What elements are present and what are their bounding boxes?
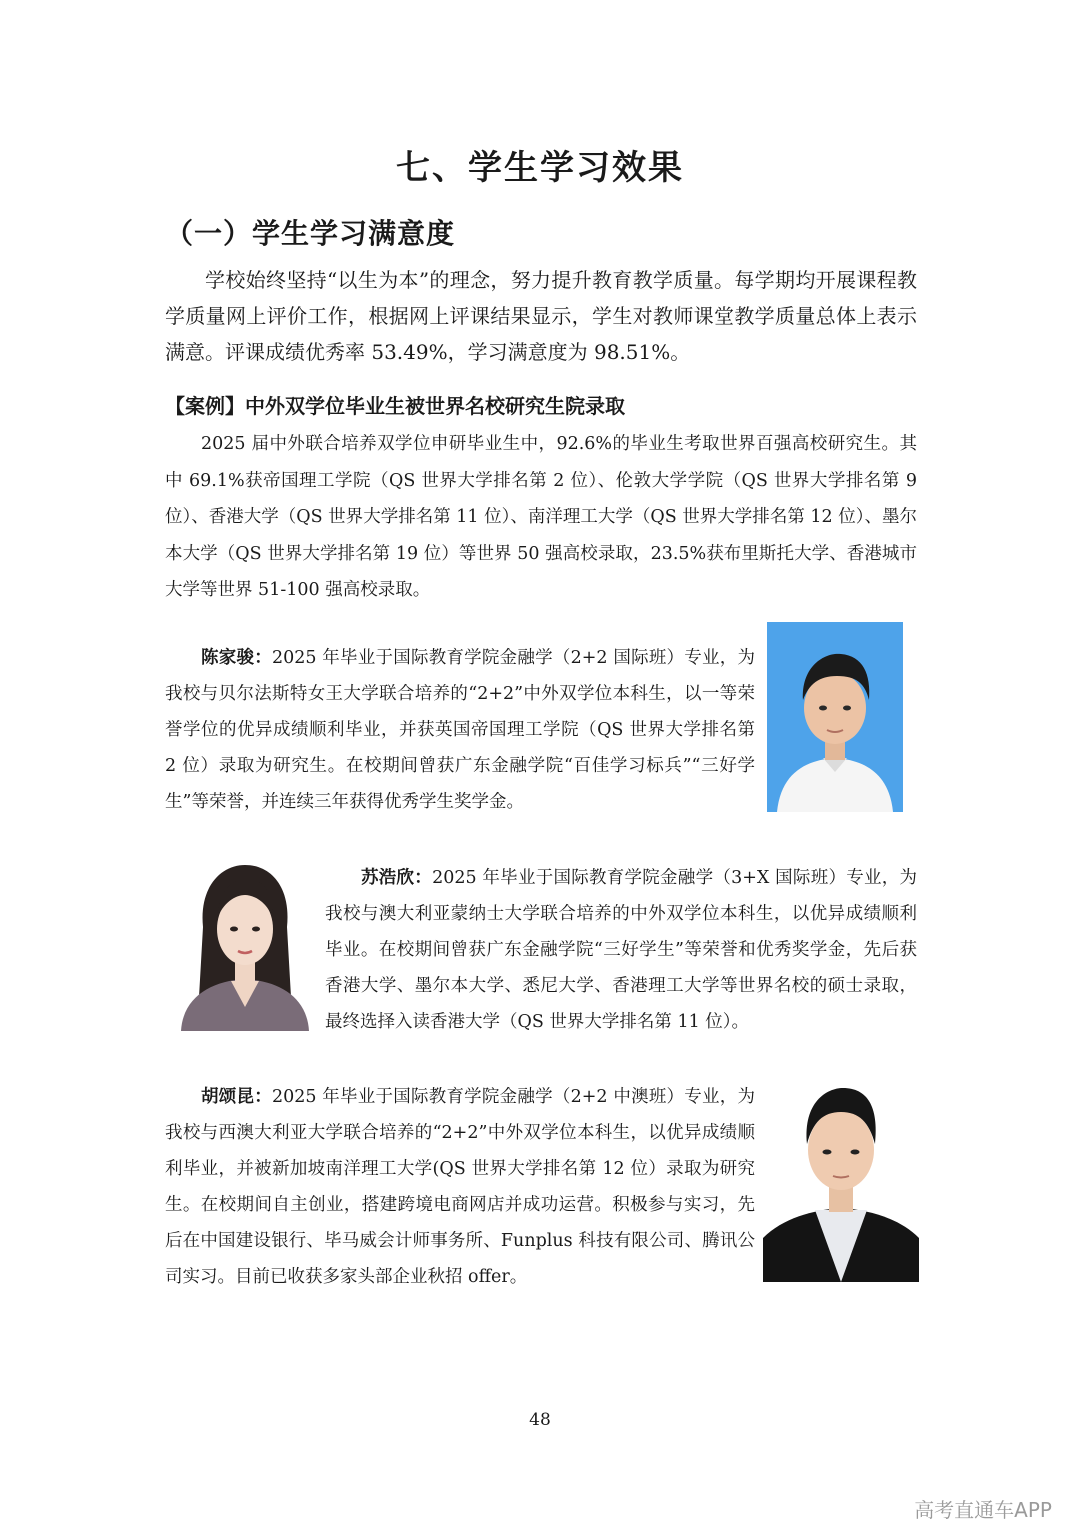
profile-hu xyxy=(165,1079,755,1295)
section-subheading: （一）学生学习满意度 xyxy=(165,217,456,250)
photo-chen xyxy=(767,622,903,812)
photo-su xyxy=(181,857,309,1031)
profile-name: 胡颂昆： xyxy=(201,1087,272,1107)
profile-name: 陈家骏： xyxy=(201,648,272,668)
page-number: 48 xyxy=(529,1410,551,1430)
case-paragraph: 2025 届中外联合培养双学位申研毕业生中，92.6%的毕业生考取世界百强高校研究生。其中 69.1%获帝国理工学院（QS 世界大学排名第 2 位）、伦敦大学学院（QS 世界大学排名第 9 位）、香港大学（QS 世界大学排名第 11 位）、南洋理工大学（QS 世界大学排名第 12 位）、墨尔本大学（QS 世界大学排名第 19 位）等世界 50 强高校录取，23.5%获布里斯托大学、香港城市大学等世界 51-100 强高校录取。 xyxy=(165,434,917,600)
photo-hu xyxy=(763,1078,919,1282)
profile-text: 2025 年毕业于国际教育学院金融学（2+2 国际班）专业，为我校与贝尔法斯特女王大学联合培养的“2+2”中外双学位本科生，以一等荣誉学位的优异成绩顺利毕业，并获英国帝国理工学院（QS 世界大学排名第 2 位）录取为研究生。在校期间曾获广东金融学院“百佳学习标兵”“三好学生”等荣誉，并连续三年获得优秀学生奖学金。 xyxy=(165,648,756,812)
profile-text: 2025 年毕业于国际教育学院金融学（2+2 中澳班）专业，为我校与西澳大利亚大学联合培养的“2+2”中外双学位本科生，以优异成绩顺利毕业，并被新加坡南洋理工大学(QS 世界大学排名第 12 位）录取为研究生。在校期间自主创业，搭建跨境电商网店并成功运营。积极参与实习，先后在中国建设银行、毕马威会计师事务所、Funplus 科技有限公司、腾讯公司实习。目前已收获多家头部企业秋招 offer。 xyxy=(165,1087,756,1287)
page-heading: 七、学生学习效果 xyxy=(396,148,684,188)
case-heading: 【案例】中外双学位毕业生被世界名校研究生院录取 xyxy=(165,394,625,418)
portrait-icon xyxy=(181,857,309,1031)
profile-chen xyxy=(165,640,755,820)
profile-name: 苏浩欣： xyxy=(361,868,433,888)
portrait-icon xyxy=(763,1078,919,1282)
watermark: 高考直通车APP xyxy=(914,1498,1052,1522)
profile-text: 2025 年毕业于国际教育学院金融学（3+X 国际班）专业，为我校与澳大利亚蒙纳士大学联合培养的中外双学位本科生，以优异成绩顺利毕业。在校期间曾获广东金融学院“三好学生”等荣誉和优秀奖学金，先后获香港大学、墨尔本大学、悉尼大学、香港理工大学等世界名校的硕士录取，最终选择入读香港大学（QS 世界大学排名第 11 位）。 xyxy=(325,868,918,1032)
portrait-icon xyxy=(767,622,903,812)
profile-su xyxy=(325,860,917,1040)
satisfaction-paragraph: 学校始终坚持“以生为本”的理念，努力提升教育教学质量。每学期均开展课程教学质量网上评价工作，根据网上评课结果显示，学生对教师课堂教学质量总体上表示满意。评课成绩优秀率 53.49%，学习满意度为 98.51%。 xyxy=(165,268,917,364)
